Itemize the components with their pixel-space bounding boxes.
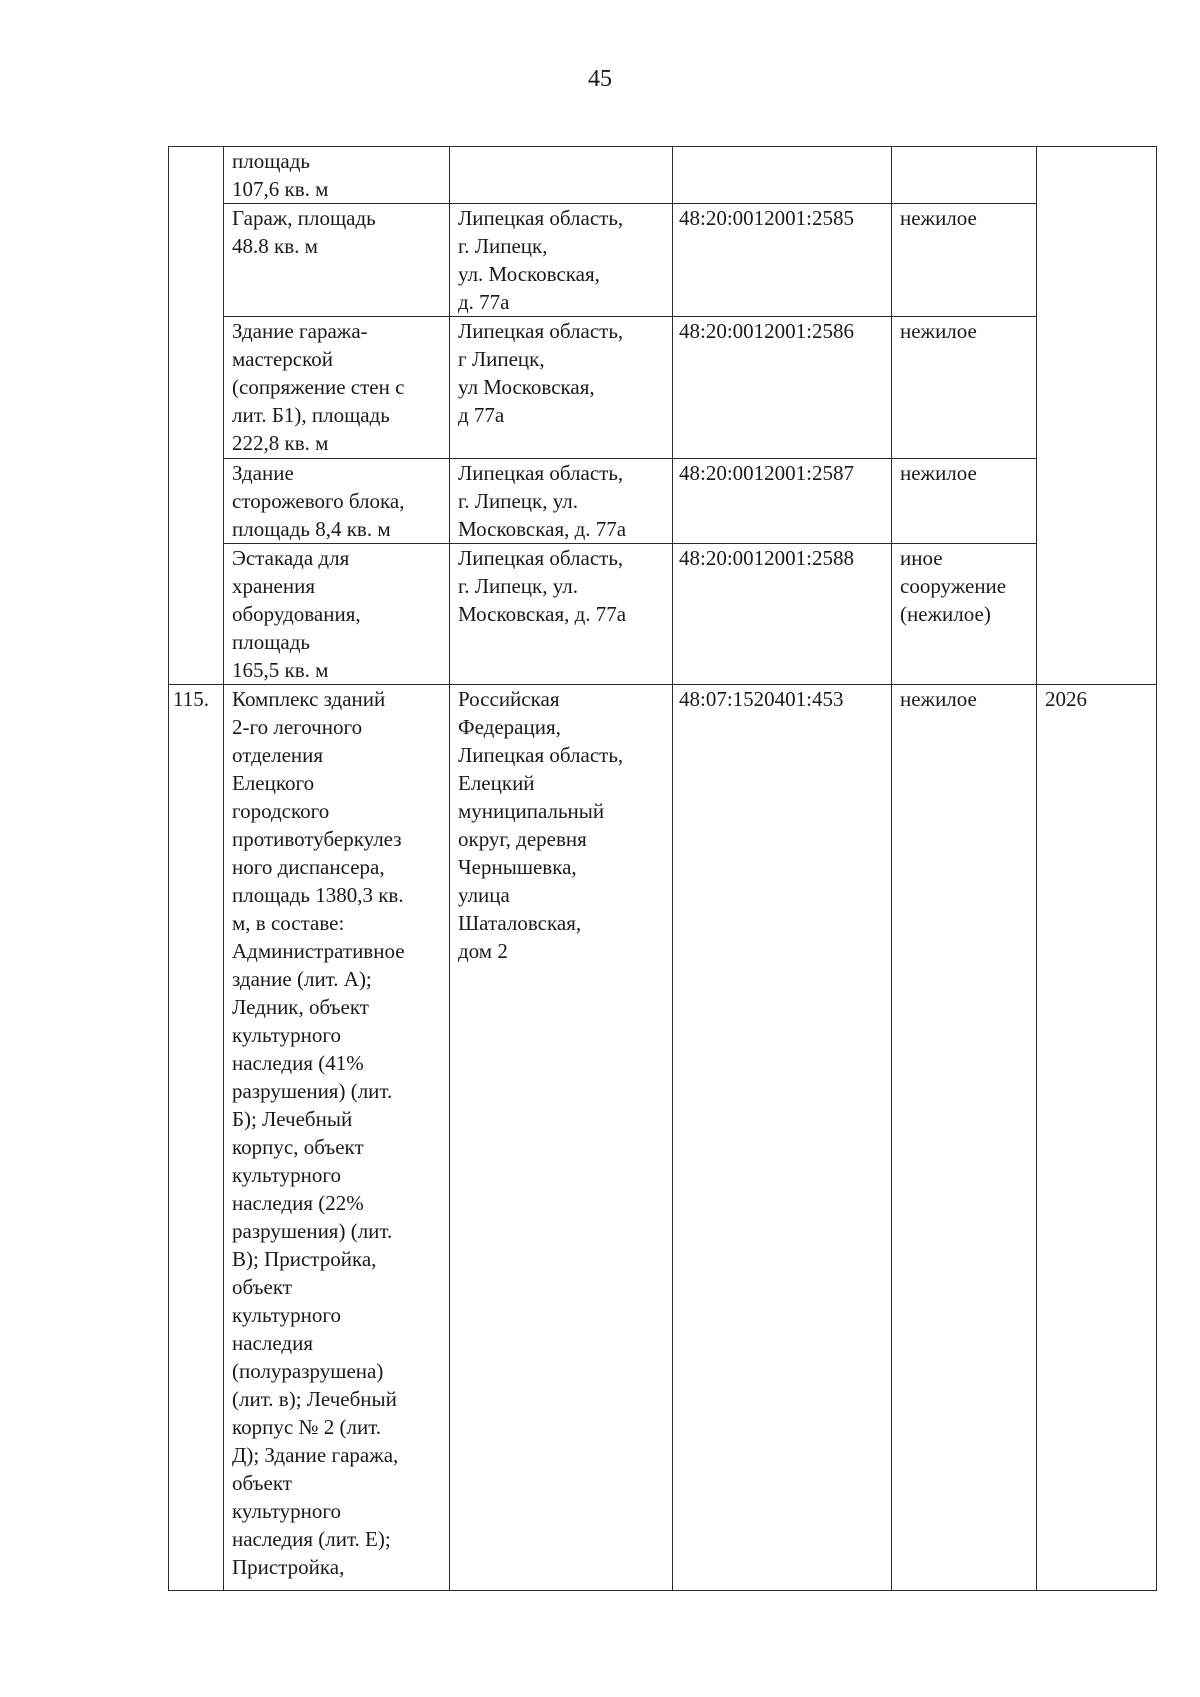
row-number bbox=[169, 147, 224, 204]
cadastral-number: 48:07:1520401:453 bbox=[673, 685, 892, 1591]
row-number: 115. bbox=[169, 685, 224, 1591]
object-name: площадь 107,6 кв. м bbox=[224, 147, 450, 204]
row-number bbox=[169, 544, 224, 685]
privatization-year bbox=[1037, 204, 1157, 317]
table-row bbox=[169, 204, 1157, 317]
object-address: Липецкая область, г. Липецк, ул. Московская, д. 77а bbox=[450, 204, 673, 317]
property-table bbox=[168, 146, 1157, 1591]
object-purpose: нежилое bbox=[892, 459, 1037, 544]
table-row bbox=[169, 685, 1157, 1591]
object-name: Здание сторожевого блока, площадь 8,4 кв. м bbox=[224, 459, 450, 544]
object-name: Эстакада для хранения оборудования, площадь 165,5 кв. м bbox=[224, 544, 450, 685]
cadastral-number bbox=[673, 147, 892, 204]
privatization-year: 2026 bbox=[1037, 685, 1157, 1591]
object-name: Комплекс зданий 2-го легочного отделения Елецкого городского противотуберкулез ного диспансера, площадь 1380,3 кв. м, в составе: Административное здание (лит. А); Ледник, объект культурного наследия (41% разрушения) (лит. Б); Лечебный корпус, объект культурного наследия (22% разрушения) (лит. В); Пристройка, объект культурного наследия (полуразрушена) (лит. в); Лечебный корпус № 2 (лит. Д); Здание гаража, объект культурного наследия (лит. Е); Пристройка, bbox=[224, 685, 450, 1591]
object-purpose: нежилое bbox=[892, 317, 1037, 459]
object-address: Липецкая область, г Липецк, ул Московская, д 77а bbox=[450, 317, 673, 459]
object-name: Гараж, площадь 48.8 кв. м bbox=[224, 204, 450, 317]
privatization-year bbox=[1037, 317, 1157, 459]
cadastral-number: 48:20:0012001:2586 bbox=[673, 317, 892, 459]
object-address: Российская Федерация, Липецкая область, Елецкий муниципальный округ, деревня Чернышевка, улица Шаталовская, дом 2 bbox=[450, 685, 673, 1591]
object-purpose: иное сооружение (нежилое) bbox=[892, 544, 1037, 685]
object-purpose: нежилое bbox=[892, 204, 1037, 317]
table-row bbox=[169, 544, 1157, 685]
object-purpose bbox=[892, 147, 1037, 204]
table-row bbox=[169, 147, 1157, 204]
row-number bbox=[169, 317, 224, 459]
object-address: Липецкая область, г. Липецк, ул. Московская, д. 77а bbox=[450, 544, 673, 685]
table-row bbox=[169, 459, 1157, 544]
row-number bbox=[169, 204, 224, 317]
object-name: Здание гаража- мастерской (сопряжение стен с лит. Б1), площадь 222,8 кв. м bbox=[224, 317, 450, 459]
table-row bbox=[169, 317, 1157, 459]
cadastral-number: 48:20:0012001:2585 bbox=[673, 204, 892, 317]
page-number: 45 bbox=[588, 66, 612, 92]
object-address bbox=[450, 147, 673, 204]
cadastral-number: 48:20:0012001:2588 bbox=[673, 544, 892, 685]
row-number bbox=[169, 459, 224, 544]
privatization-year bbox=[1037, 459, 1157, 544]
object-purpose: нежилое bbox=[892, 685, 1037, 1591]
object-address: Липецкая область, г. Липецк, ул. Московская, д. 77а bbox=[450, 459, 673, 544]
privatization-year bbox=[1037, 147, 1157, 204]
cadastral-number: 48:20:0012001:2587 bbox=[673, 459, 892, 544]
privatization-year bbox=[1037, 544, 1157, 685]
